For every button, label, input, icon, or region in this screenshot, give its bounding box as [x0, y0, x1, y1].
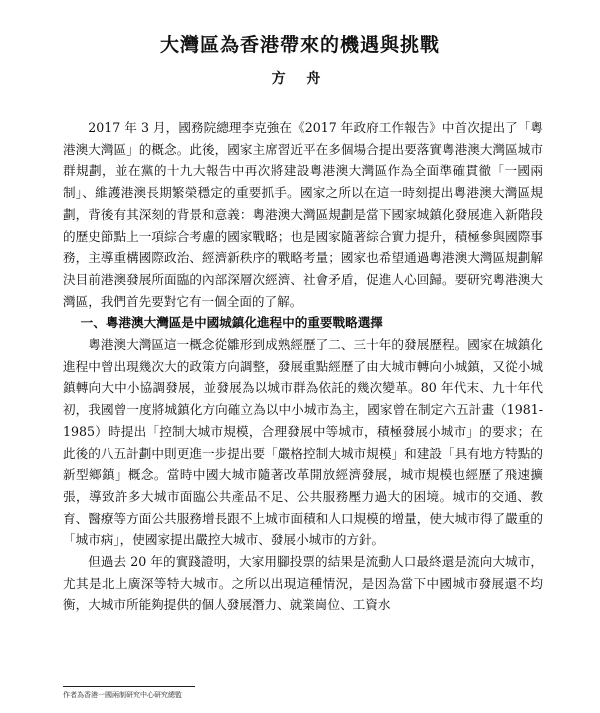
- article-body: [63, 117, 543, 616]
- article-author: 方 舟: [271, 71, 329, 87]
- section-paragraph-1: 粵港澳大灣區這一概念從雛形到成熟經歷了二、三十年的發展歷程。國家在城鎮化進程中曾出現幾次大的政策方向調整，發展重點經歷了由大城市轉向小城鎮，又從小城鎮轉向大中小協調發展，並發展為以城市群為依託的幾次變革。80 年代末、九十年代初，我國曾一度將城鎮化方向確立為以中小城市為主，國家曾在制定六五計畫（1981-1985）時提出「控制大城市規模，合理發展中等城市，積極發展小城市」的要求；在此後的八五計劃中則更進一步提出要「嚴格控制大城市規模」和建設「具有地方特點的新型鄉鎮」概念。當時中國大城市隨著改革開放經濟發展，城市規模也經歷了飛速擴張，導致許多大城市面臨公共產品不足、公共服務壓力過大的困境。城市的交通、教育、醫療等方面公共服務增長跟不上城市面積和人口規模的增量，使大城市得了嚴重的「城市病」，使國家提出嚴控大城市、發展小城市的方針。: [63, 337, 543, 548]
- article-title: 大灣區為香港帶來的機遇與挑戰: [159, 34, 440, 56]
- intro-paragraph: 2017 年 3 月，國務院總理李克強在《2017 年政府工作報告》中首次提出了「粵港澳大灣區」的概念。此後，國家主席習近平在多個場合提出要落實粵港澳大灣區城市群規劃，並在黨的十九大報告中再次將建設粵港澳大灣區作為全面準確貫徹「一國兩制」、維護港澳長期繁榮穩定的重要抓手。國家之所以在這一時刻提出粵港澳大灣區規劃，背後有其深刻的背景和意義：粵港澳大灣區規劃是當下國家城鎮化發展進入新階段的歷史節點上一項綜合考慮的國家戰略；也是國家隨著綜合實力提升，積極參與國際事務，主導重構國際政治、經濟新秩序的戰略考量；國家也希望通過粵港澳大灣區規劃解決目前港澳發展所面臨的內部深層次經濟、社會矛盾，促進人心回歸。要研究粵港澳大灣區，我們首先要對它有一個全面的了解。: [63, 120, 543, 309]
- footnote-divider: [63, 686, 195, 687]
- footnote: 作者為香港一國兩制研究中心研究總監: [63, 691, 182, 699]
- section-paragraph-2: 但過去 20 年的實踐證明，大家用腳投票的結果是流動人口最終還是流向大城市，尤其是北上廣深等特大城市。之所以出現這種情況，是因為當下中國城市發展還不均衡，大城市所能夠提供的個人發展潛力、就業崗位、工資水: [63, 554, 543, 613]
- section-heading: 一、粵港澳大灣區是中國城鎮化進程中的重要戰略選擇: [80, 315, 383, 331]
